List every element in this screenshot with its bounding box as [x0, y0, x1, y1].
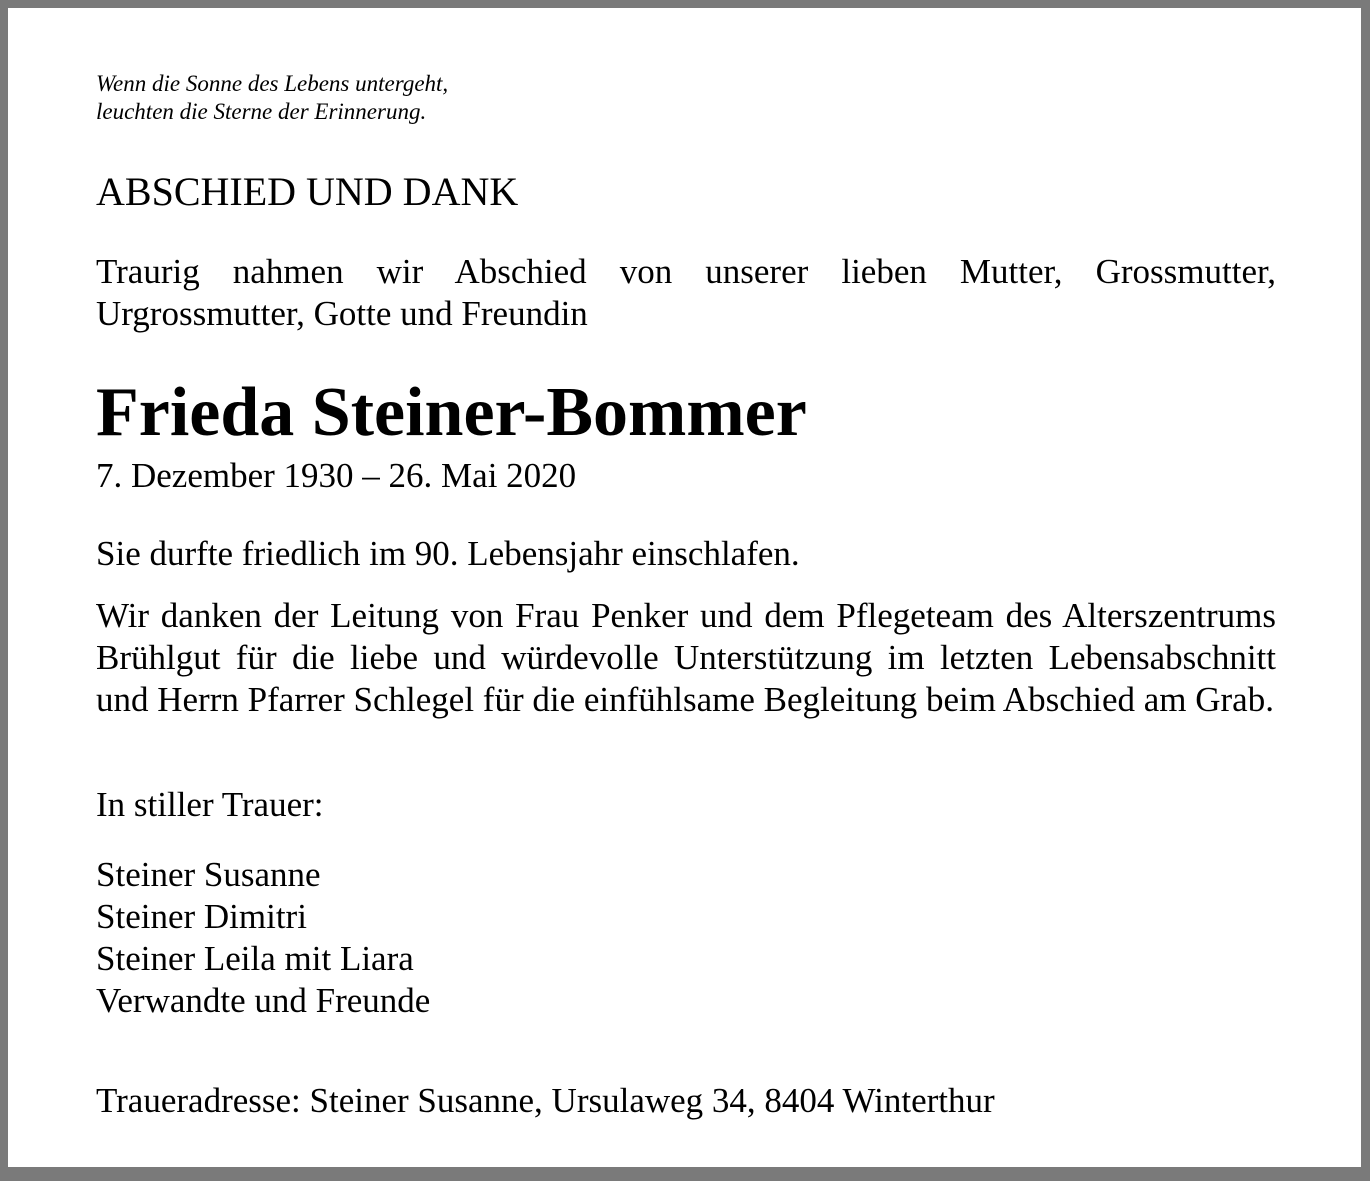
- thanks-paragraph: Wir danken der Leitung von Frau Penker und dem Pflegeteam des Alterszentrums Brühlgut für die liebe und würdevolle Unterstützung im letzten Lebensabschnitt und Herrn Pfarrer Schlegel für die einfühlsame Begleitung beim Abschied am Grab.: [96, 596, 1276, 719]
- mourning-address: Traueradresse: Steiner Susanne, Ursulaweg 34, 8404 Winterthur: [96, 1081, 995, 1120]
- life-dates: 7. Dezember 1930 – 26. Mai 2020: [96, 456, 577, 495]
- mourner-item: Steiner Susanne: [96, 855, 321, 894]
- intro-paragraph: Traurig nahmen wir Abschied von unserer lieben Mutter, Grossmutter, Urgrossmutter, Gotte und Freundin: [96, 252, 1276, 333]
- mourners-list: [96, 854, 430, 1022]
- motto-quote: [96, 70, 448, 126]
- mourning-label: In stiller Trauer:: [96, 785, 324, 824]
- passing-statement: Sie durfte friedlich im 90. Lebensjahr einschlafen.: [96, 534, 800, 573]
- mourner-item: Verwandte und Freunde: [96, 981, 431, 1020]
- obituary-notice: [8, 8, 1361, 1167]
- motto-line-1: Wenn die Sonne des Lebens untergeht,: [96, 71, 449, 96]
- mourner-item: Steiner Leila mit Liara: [96, 939, 414, 978]
- mourner-item: Steiner Dimitri: [96, 897, 307, 936]
- notice-heading: ABSCHIED UND DANK: [96, 169, 519, 214]
- motto-line-2: leuchten die Sterne der Erinnerung.: [96, 99, 427, 124]
- deceased-name: Frieda Steiner-Bommer: [96, 374, 807, 451]
